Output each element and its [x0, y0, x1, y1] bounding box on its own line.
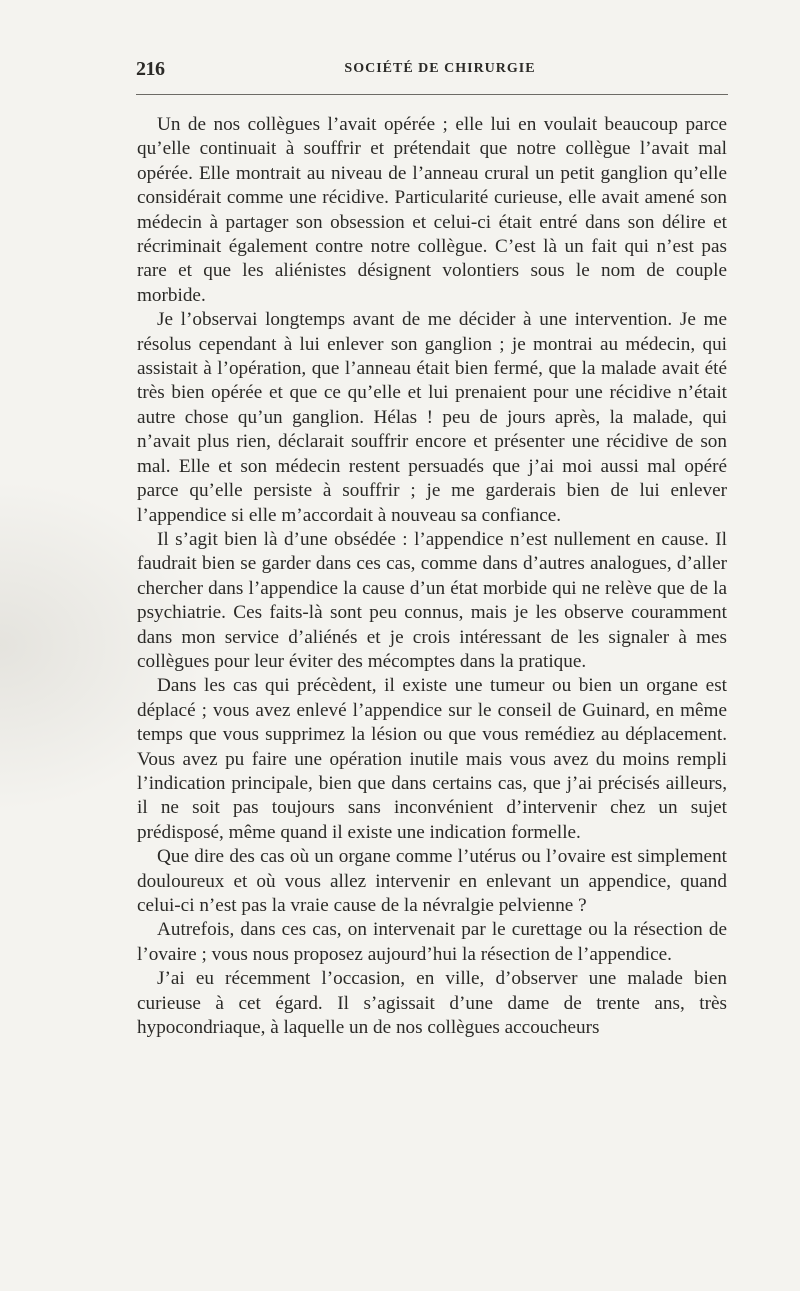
paragraph: Que dire des cas où un organe comme l’utérus ou l’ovaire est simplement douloureux et où vous allez intervenir en enlevant un appendice, quand celui-ci n’est pas la vraie cause de la névralgie pelvienne ?	[137, 846, 727, 916]
body-text	[137, 113, 727, 1040]
paragraph: Autrefois, dans ces cas, on intervenait par le curettage ou la résection de l’ovaire ; vous nous proposez aujourd’hui la résection de l’appendice.	[137, 919, 727, 965]
page-number: 216	[136, 58, 165, 80]
paragraph: J’ai eu récemment l’occasion, en ville, d’observer une malade bien curieuse à cet égard. Il s’agissait d’une dame de trente ans, très hypocondriaque, à laquelle un de nos collègues accoucheurs	[137, 968, 727, 1039]
header-rule	[136, 94, 728, 95]
paragraph: Dans les cas qui précèdent, il existe une tumeur ou bien un organe est déplacé ; vous avez enlevé l’appendice sur le conseil de Guinard, en même temps que vous supprimez la lésion ou que vous remédiez au déplacement. Vous avez pu faire une opération inutile mais vous avez du moins rempli l’indication principale, bien que dans certains cas, que j’ai précisés ailleurs, il ne soit pas toujours sans inconvénient d’intervenir chez un sujet prédisposé, même quand il existe une indication formelle.	[137, 675, 727, 843]
running-title: SOCIÉTÉ DE CHIRURGIE	[344, 61, 536, 76]
paragraph: Un de nos collègues l’avait opérée ; elle lui en voulait beaucoup parce qu’elle continuait à souffrir et prétendait que notre collègue l’avait mal opérée. Elle montrait au niveau de l’anneau crural un petit ganglion qu’elle considérait comme une récidive. Particularité curieuse, elle avait amené son médecin à partager son obsession et celui-ci était entré dans son délire et récriminait également contre notre collègue. C’est là un fait qui n’est pas rare et que les aliénistes désignent volontiers sous le nom de couple morbide.	[137, 114, 727, 306]
paragraph: Il s’agit bien là d’une obsédée : l’appendice n’est nullement en cause. Il faudrait bien se garder dans ces cas, comme dans d’autres analogues, d’aller chercher dans l’appendice la cause d’un état morbide qui ne relève que de la psychiatrie. Ces faits-là sont peu connus, mais je les observe couramment dans mon service d’aliénés et je crois intéressant de les signaler à mes collègues pour leur éviter des mécomptes dans la pratique.	[137, 528, 727, 672]
paragraph: Je l’observai longtemps avant de me décider à une intervention. Je me résolus cependant à lui enlever son ganglion ; je montrai au médecin, qui assistait à l’opération, que l’anneau était bien fermé, que la malade avait été très bien opérée et que ce qu’elle et lui prenaient pour une récidive n’était autre chose qu’un ganglion. Hélas ! peu de jours après, la malade, qui n’avait plus rien, déclarait souffrir encore et présenter une récidive de son mal. Elle et son médecin restent persuadés que j’ai moi aussi mal opéré parce qu’elle persiste à souffrir ; je me garderais bien de lui enlever l’appendice si elle m’accordait à nouveau sa confiance.	[137, 309, 727, 526]
page-header	[136, 58, 728, 82]
